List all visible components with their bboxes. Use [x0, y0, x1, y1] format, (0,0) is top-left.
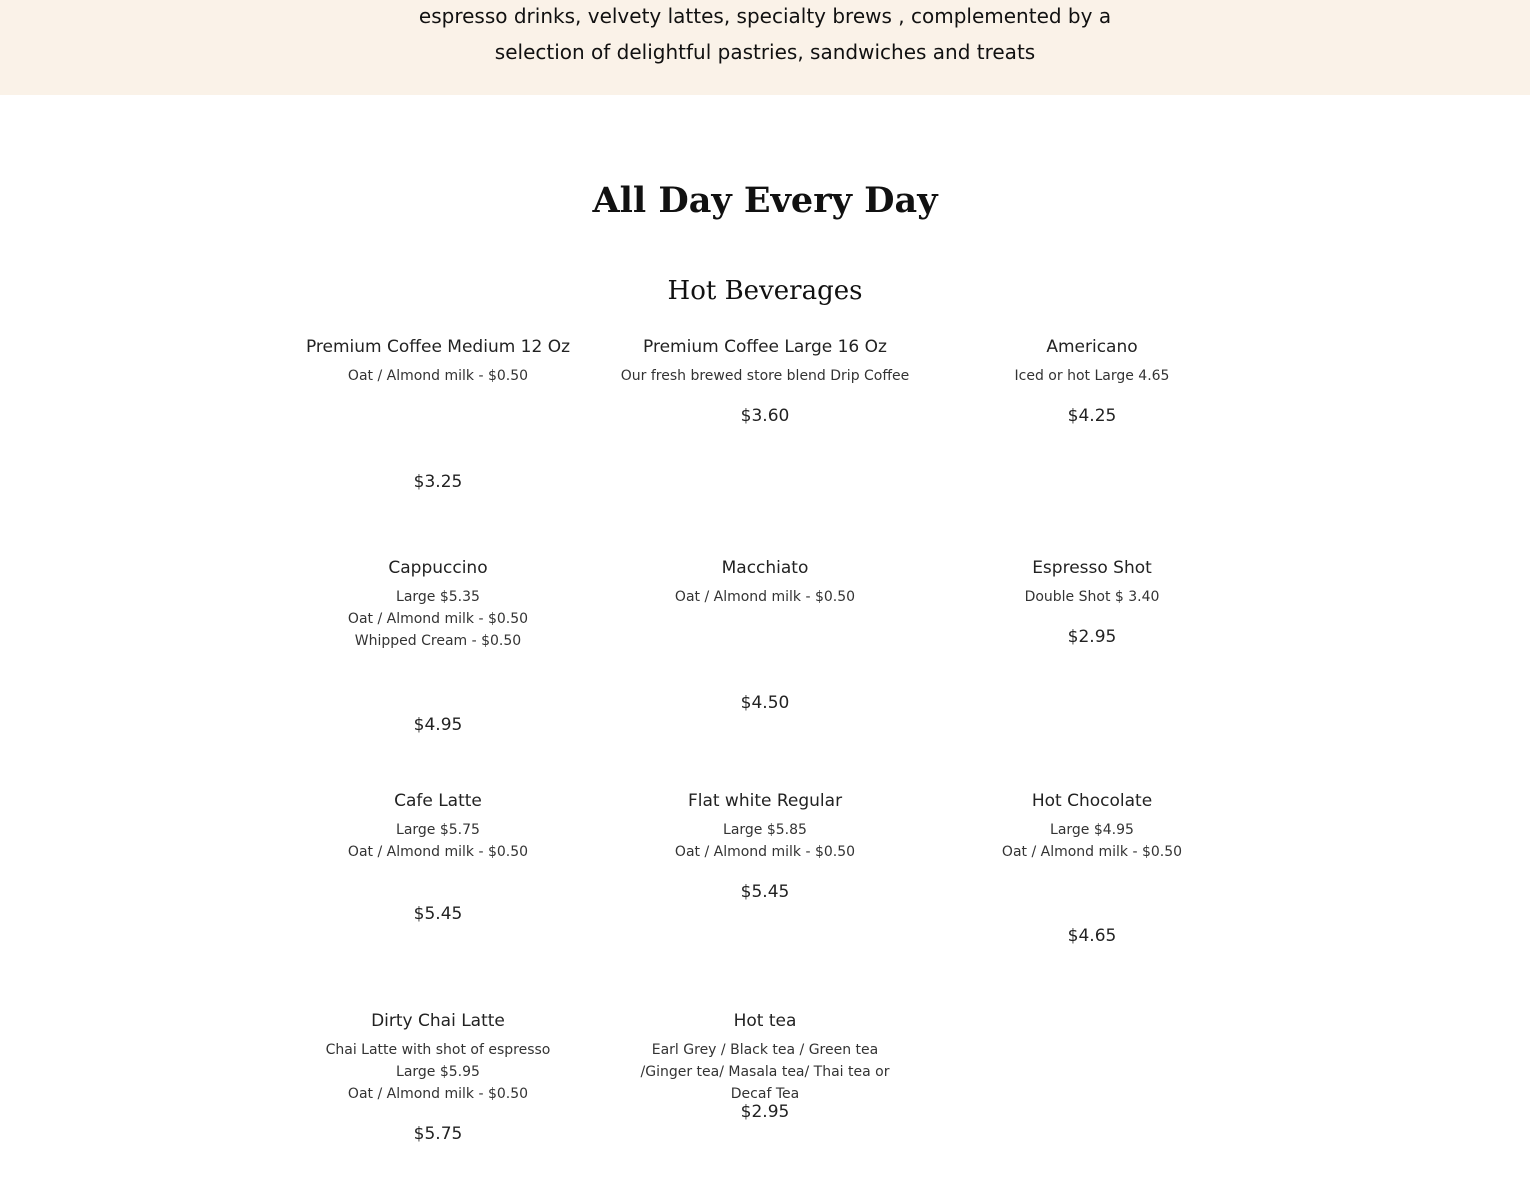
- menu-item-price: $4.50: [740, 693, 790, 713]
- menu-item-description: [288, 819, 588, 863]
- menu-item-description: [942, 586, 1242, 608]
- menu-item-description: [288, 365, 588, 387]
- menu-item-description-line: Large $5.35: [396, 589, 480, 605]
- menu-item-name: Cafe Latte: [394, 791, 482, 811]
- menu-item-description: [942, 819, 1242, 863]
- menu-item-description: [615, 1039, 915, 1105]
- menu-item-name: Dirty Chai Latte: [371, 1011, 505, 1031]
- menu-item-description-line: Oat / Almond milk - $0.50: [347, 844, 529, 860]
- menu-item-description-line: Large $4.95: [1050, 822, 1134, 838]
- menu-category-title: Hot Beverages: [667, 276, 863, 306]
- menu-item-name: Premium Coffee Medium 12 Oz: [305, 337, 571, 357]
- menu-item-price: $2.95: [1067, 627, 1117, 647]
- menu-item-name: Hot tea: [733, 1011, 797, 1031]
- menu-item-description: [615, 365, 915, 387]
- menu-item-price: $3.25: [413, 472, 463, 492]
- menu-item-price: $5.45: [740, 882, 790, 902]
- menu-item-description-line: Large $5.85: [723, 822, 807, 838]
- menu-item-price: $4.65: [1067, 926, 1117, 946]
- menu-item-name: Premium Coffee Large 16 Oz: [643, 337, 887, 357]
- menu-item-name: Flat white Regular: [687, 791, 843, 811]
- menu-item-description-line: Chai Latte with shot of espresso: [325, 1042, 551, 1058]
- menu-item-description-line: Oat / Almond milk - $0.50: [1001, 844, 1183, 860]
- menu-item-description-line: Oat / Almond milk - $0.50: [347, 1086, 529, 1102]
- hero-banner: [0, 0, 1530, 95]
- menu-item-price: $3.60: [740, 406, 790, 426]
- menu-item-price: $2.95: [740, 1102, 790, 1122]
- menu-item-price: $5.45: [413, 904, 463, 924]
- menu-section-title: All Day Every Day: [592, 180, 938, 221]
- menu-item-name: Macchiato: [721, 558, 809, 578]
- menu-item-description-line: Iced or hot Large 4.65: [1014, 368, 1170, 384]
- menu-item-price: $4.95: [413, 715, 463, 735]
- menu-item-name: Cappuccino: [388, 558, 488, 578]
- menu-item-description-line: Oat / Almond milk - $0.50: [347, 611, 529, 627]
- menu-item-name: Hot Chocolate: [1031, 791, 1153, 811]
- menu-item-description-line: Oat / Almond milk - $0.50: [674, 589, 856, 605]
- menu-item-description-line: Our fresh brewed store blend Drip Coffee: [620, 368, 910, 384]
- menu-item-description-line: Large $5.75: [396, 822, 480, 838]
- menu-item-description-line: Oat / Almond milk - $0.50: [674, 844, 856, 860]
- menu-item-description-line: Oat / Almond milk - $0.50: [347, 368, 529, 384]
- menu-item-description-line: Whipped Cream - $0.50: [354, 633, 522, 649]
- menu-item-description: [942, 365, 1242, 387]
- menu-item-name: Americano: [1046, 337, 1138, 357]
- menu-item-price: $5.75: [413, 1124, 463, 1144]
- hero-tagline-line-2: selection of delightful pastries, sandwiches and treats: [494, 40, 1036, 64]
- menu-item-description: [288, 586, 588, 652]
- menu-item-price: $4.25: [1067, 406, 1117, 426]
- menu-item-description-line: Double Shot $ 3.40: [1024, 589, 1160, 605]
- menu-item-description: [288, 1039, 588, 1105]
- menu-item-description: [615, 819, 915, 863]
- menu-item-name: Espresso Shot: [1032, 558, 1152, 578]
- menu-item-description-line: Earl Grey / Black tea / Green tea /Ginger tea/ Masala tea/ Thai tea or Decaf Tea: [640, 1042, 890, 1102]
- menu-item-description: [615, 586, 915, 608]
- menu-item-description-line: Large $5.95: [396, 1064, 480, 1080]
- hero-tagline-line-1: espresso drinks, velvety lattes, specialty brews , complemented by a: [418, 4, 1112, 28]
